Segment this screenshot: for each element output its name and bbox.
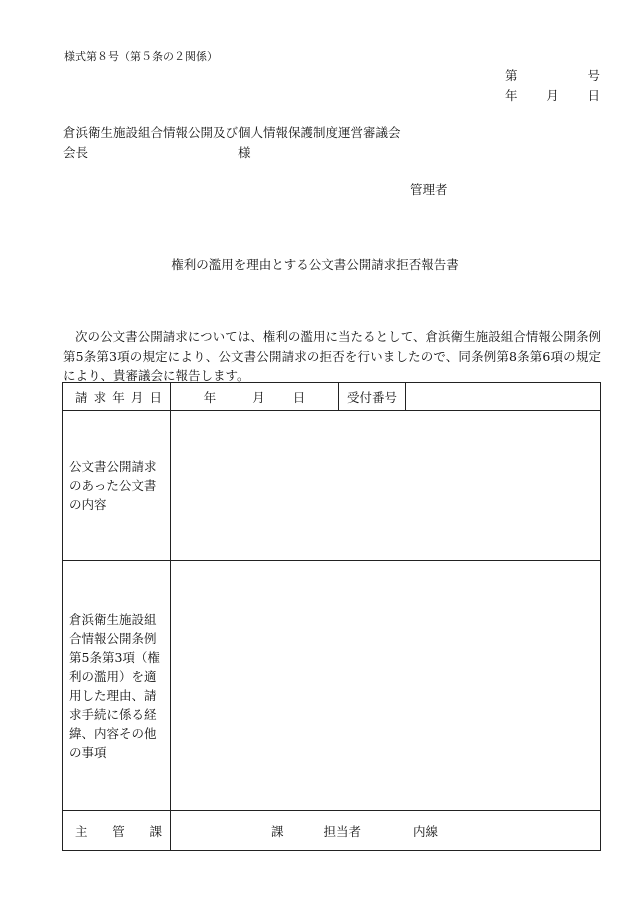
- reason-field[interactable]: [171, 561, 601, 811]
- number-suffix: 号: [587, 68, 600, 83]
- receipt-number-field[interactable]: [406, 383, 601, 411]
- addressee-council: 倉浜衛生施設組合情報公開及び個人情報保護制度運営審議会: [63, 125, 401, 140]
- reason-label: 倉浜衛生施設組合情報公開条例第5条第3項（権利の濫用）を適用した理由、請求手続に係る経緯、内容その他の事項: [63, 561, 171, 811]
- document-date-line: [505, 86, 600, 104]
- number-prefix: 第: [505, 68, 518, 83]
- request-date-label: [69, 388, 170, 406]
- addressee-honorific: 様: [238, 145, 251, 160]
- department-label: [69, 822, 170, 840]
- reason-row: [63, 561, 601, 811]
- date-month: 月: [546, 88, 559, 103]
- label-character: 管: [112, 823, 125, 839]
- request-date-row: [63, 383, 601, 411]
- label-character: 月: [130, 389, 144, 405]
- request-date-label-cell: [63, 383, 171, 411]
- department-person: 担当者: [323, 823, 362, 839]
- form-number: 様式第８号（第５条の２関係）: [64, 50, 218, 63]
- label-character: 請: [75, 389, 88, 405]
- department-label-cell: [63, 811, 171, 851]
- sender-title: 管理者: [410, 182, 448, 197]
- body-text: 次の公文書公開請求については、権利の濫用に当たるとして、倉浜衛生施設組合情報公開条例第5条第3項の規定により、公文書公開請求の拒否を行いましたので、同条例第8条第6項の規定により、貴審議会に報告します。: [63, 329, 601, 383]
- department-row: [63, 811, 601, 851]
- document-content-row: [63, 411, 601, 561]
- date-year: 年: [505, 88, 518, 103]
- report-form-table: [62, 382, 601, 851]
- document-title: 権利の濫用を理由とする公文書公開請求拒否報告書: [171, 257, 459, 272]
- department-extension: 内線: [413, 823, 439, 839]
- label-character: 課: [149, 823, 162, 839]
- label-character: 求: [93, 389, 107, 405]
- label-character: 主: [75, 823, 88, 839]
- department-field[interactable]: [171, 811, 601, 851]
- label-character: 日: [149, 389, 162, 405]
- date-day: 日: [587, 88, 600, 103]
- document-content-field[interactable]: [171, 411, 601, 561]
- request-date-field[interactable]: [171, 383, 339, 411]
- document-content-label: 公文書公開請求のあった公文書の内容: [63, 411, 171, 561]
- request-date-day: 日: [292, 389, 306, 405]
- department-section: 課: [271, 823, 284, 839]
- receipt-number-label: 受付番号: [339, 383, 406, 411]
- request-date-month: 月: [252, 389, 265, 405]
- addressee-chair: 会長: [63, 145, 89, 160]
- document-number-line: [505, 66, 600, 84]
- request-date-year: 年: [203, 389, 217, 405]
- label-character: 年: [112, 389, 125, 405]
